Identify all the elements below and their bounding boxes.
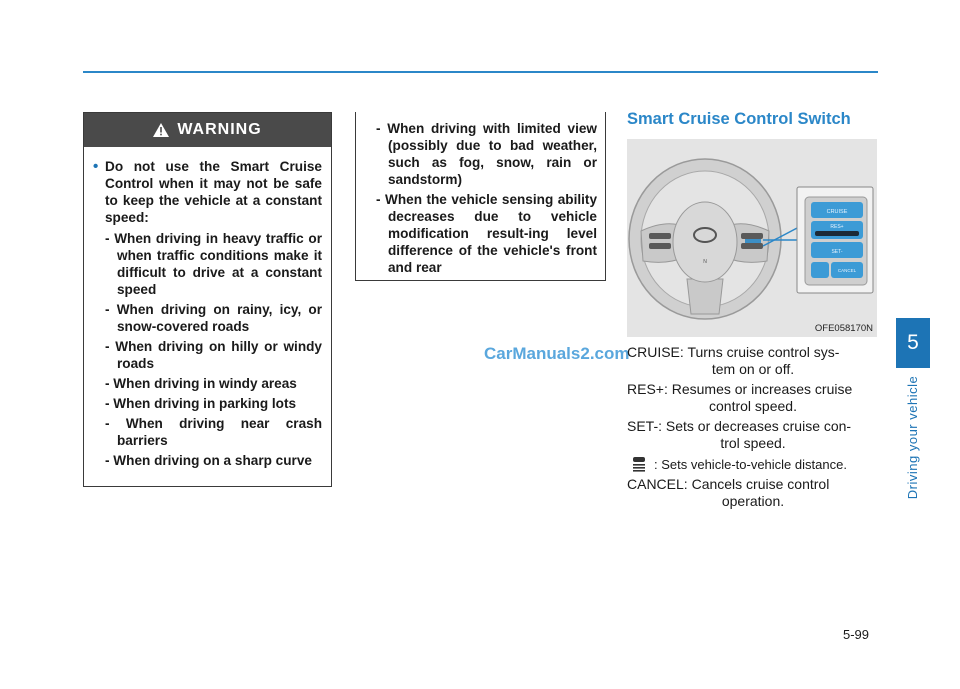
- figure-label-cancel: CANCEL: [837, 268, 857, 273]
- top-rule: [83, 71, 878, 73]
- warning-continued-item: - When the vehicle sensing ability decreases due to vehicle modification result-ing level difference of the vehicle's front and rear: [376, 192, 597, 275]
- definition-text: Turns cruise control sys-: [687, 344, 840, 360]
- warning-body: [84, 147, 331, 469]
- warning-title: WARNING: [177, 121, 262, 138]
- warning-continued-box: [355, 112, 606, 281]
- chapter-number-tab[interactable]: [896, 318, 930, 368]
- figure-code: OFE058170N: [814, 323, 873, 334]
- definition-key: CRUISE:: [627, 344, 684, 360]
- steering-wheel-figure: [627, 139, 877, 337]
- figure-label-res: RES+: [830, 224, 844, 230]
- definition-cruise: [627, 344, 879, 378]
- vehicle-distance-icon: [630, 455, 648, 473]
- definition-key: SET-:: [627, 418, 663, 434]
- warning-continued-item: - When driving with limited view (possibly due to bad weather, such as fog, snow, rain or sandstorm): [376, 121, 597, 187]
- definition-continuation: tem on or off.: [711, 361, 795, 377]
- chapter-label: [896, 372, 930, 502]
- definition-continuation: trol speed.: [720, 435, 786, 451]
- definition-continuation: control speed.: [709, 398, 797, 414]
- definition-distance: [627, 455, 879, 473]
- svg-text:N: N: [703, 259, 707, 265]
- warning-item: - When driving in windy areas: [105, 376, 297, 391]
- definition-key: RES+:: [627, 381, 668, 397]
- warning-item: - When driving in parking lots: [105, 396, 297, 411]
- definition-continuation: operation.: [721, 493, 785, 509]
- warning-item: - When driving on a sharp curve: [105, 453, 312, 468]
- chapter-number: 5: [907, 331, 919, 354]
- figure-label-set: SET-: [831, 249, 843, 255]
- warning-item: - When driving on hilly or windy roads: [105, 339, 322, 371]
- warning-header: [84, 113, 331, 147]
- definition-cancel: [627, 476, 879, 510]
- definitions-list: [627, 344, 879, 513]
- steering-wheel-illustration: [627, 139, 877, 337]
- warning-triangle-icon: [153, 123, 169, 137]
- warning-box: [83, 112, 332, 487]
- chapter-label-text: Driving your vehicle: [905, 375, 921, 499]
- definition-key: CANCEL:: [627, 476, 688, 492]
- figure-label-cruise: CRUISE: [826, 209, 848, 215]
- warning-item: - When driving in heavy traffic or when traffic conditions make it difficult to drive at a constant speed: [105, 231, 322, 297]
- watermark[interactable]: CarManuals2.com: [484, 344, 630, 363]
- warning-item: - When driving near crash barriers: [105, 416, 322, 448]
- definition-text: Cancels cruise control: [691, 476, 830, 492]
- definition-res: [627, 381, 879, 415]
- definition-distance-text: : Sets vehicle-to-vehicle distance.: [654, 456, 847, 472]
- definition-text: Sets or decreases cruise con-: [665, 418, 852, 434]
- definition-text: Resumes or increases cruise: [671, 381, 853, 397]
- definition-set: [627, 418, 879, 452]
- warning-item: - When driving on rainy, icy, or snow-covered roads: [105, 302, 322, 334]
- page-number: 5-99: [843, 627, 870, 642]
- warning-bullet-text: Do not use the Smart Cruise Control when it may not be safe to keep the vehicle at a constant speed:: [105, 159, 322, 225]
- section-title: Smart Cruise Control Switch: [627, 110, 851, 128]
- warning-bullet: [93, 158, 322, 226]
- bullet-dot-icon: •: [93, 158, 99, 175]
